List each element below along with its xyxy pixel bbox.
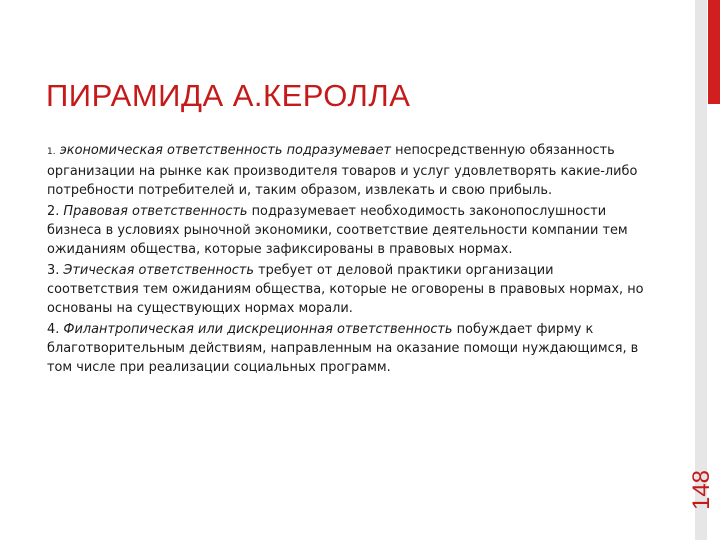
- decorative-stripe-grey: [695, 0, 707, 540]
- paragraph-philanthropic: [47, 320, 647, 377]
- paragraph-economic: [47, 141, 647, 200]
- paragraph-text: подразумевает необходимость законопослушности бизнеса в условиях рыночной экономики, соответствие деятельности компании тем ожиданиям общества, которые зафиксированы в правовых нормах.: [47, 204, 628, 257]
- paragraph-text: побуждает фирму к благотворительным действиям, направленным на оказание помощи нуждающимся, в том числе при реализации социальных программ.: [47, 322, 639, 375]
- paragraph-number: 4.: [47, 322, 60, 337]
- paragraph-text: непосредственную обязанность организации на рынке как производителя товаров и услуг удовлетворять какие-либо потребности потребителей и, таким образом, извлекать и свою прибыль.: [47, 143, 638, 198]
- slide-body: [47, 141, 647, 379]
- slide-number: 148: [688, 469, 715, 511]
- paragraph-number: 3.: [47, 263, 60, 278]
- decorative-stripe-red: [708, 0, 720, 104]
- paragraph-number: 2.: [47, 204, 60, 219]
- paragraph-emphasis: Правовая ответственность: [63, 204, 248, 219]
- paragraph-number: 1.: [47, 147, 56, 157]
- paragraph-legal: [47, 202, 647, 259]
- paragraph-emphasis: экономическая ответственность подразумевает: [59, 143, 392, 158]
- paragraph-ethical: [47, 261, 647, 318]
- paragraph-emphasis: Филантропическая или дискреционная ответственность: [63, 322, 453, 337]
- slide-title: ПИРАМИДА А.КЕРОЛЛА: [46, 78, 411, 113]
- paragraph-emphasis: Этическая ответственность: [63, 263, 254, 278]
- paragraph-text: требует от деловой практики организации соответствия тем ожиданиям общества, которые не оговорены в правовых нормах, но основаны на существующих нормах морали.: [47, 263, 644, 316]
